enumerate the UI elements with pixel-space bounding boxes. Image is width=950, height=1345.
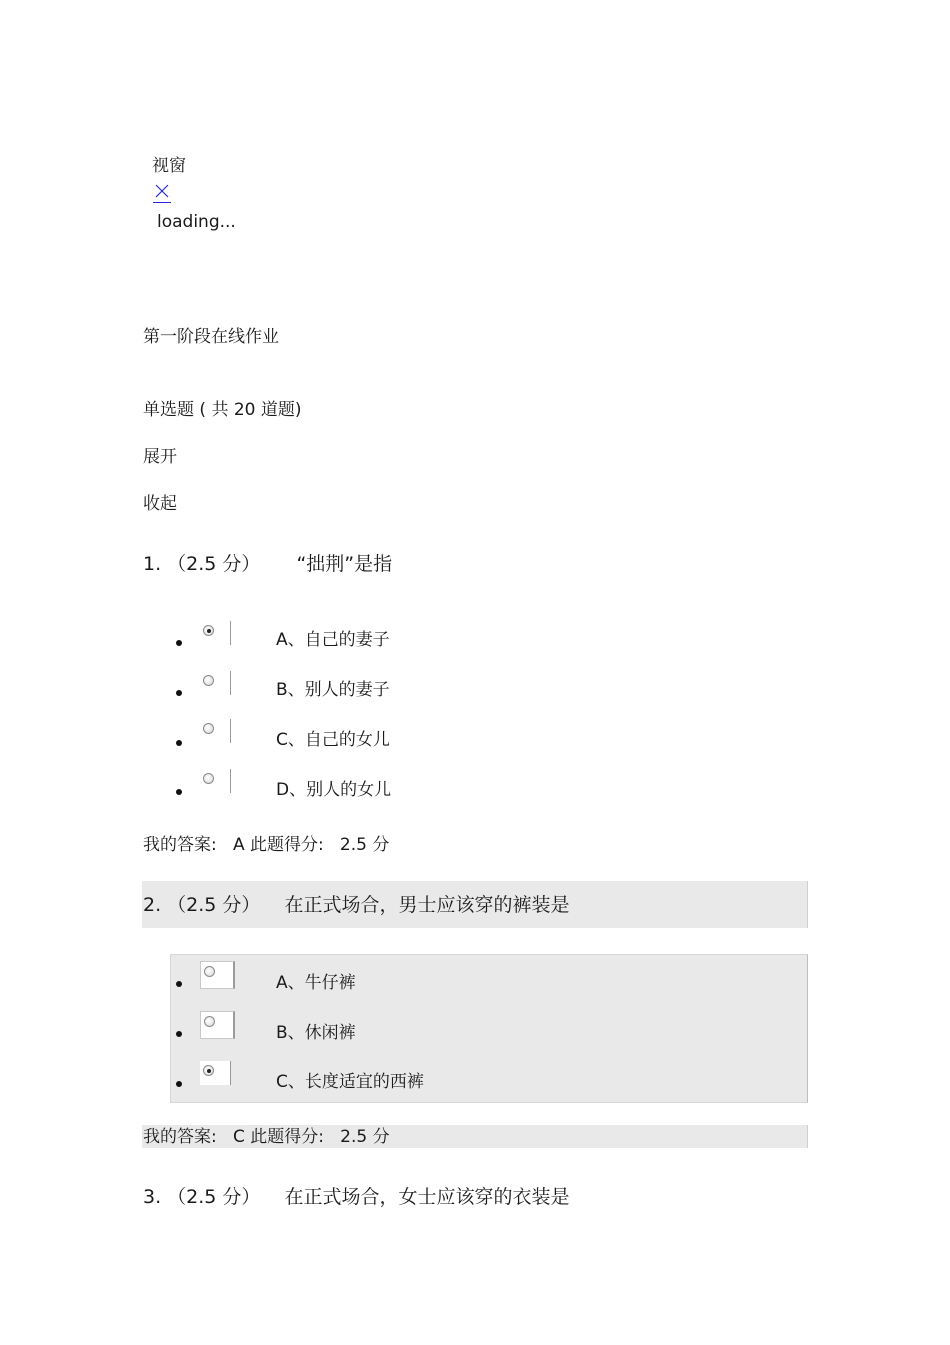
list-item — [0, 719, 640, 750]
close-icon — [154, 183, 170, 199]
question-1-header — [143, 552, 392, 576]
option-label: A、自己的妻子 — [276, 630, 390, 650]
radio-frame-edge — [230, 1061, 231, 1085]
radio-option-2b[interactable] — [200, 1011, 235, 1039]
option-label: A、牛仔裤 — [276, 973, 356, 993]
option-label: C、自己的女儿 — [276, 730, 390, 750]
list-item — [0, 671, 640, 700]
radio-icon — [203, 675, 214, 686]
list-item — [0, 621, 640, 650]
question-1-text: “拙荆”是指 — [296, 553, 393, 575]
radio-frame-edge — [230, 719, 231, 743]
radio-frame-edge — [230, 621, 231, 645]
radio-option-1c[interactable] — [200, 719, 230, 743]
bullet — [176, 690, 182, 696]
bullet — [176, 789, 182, 795]
list-item — [0, 1013, 640, 1043]
answer-line-1: 我的答案: A 此题得分: 2.5 分 — [143, 835, 390, 855]
question-2-text: 在正式场合，男士应该穿的裤装是 — [284, 894, 570, 916]
radio-checked-icon — [203, 625, 214, 636]
close-button[interactable] — [153, 180, 171, 203]
radio-icon — [204, 1016, 215, 1027]
radio-option-1d[interactable] — [200, 769, 230, 793]
bullet — [176, 640, 182, 646]
radio-icon — [204, 966, 215, 977]
radio-option-2a[interactable] — [200, 961, 235, 989]
radio-option-2c[interactable] — [200, 1061, 230, 1085]
list-item — [0, 769, 640, 800]
section-label: 单选题 ( 共 20 道题) — [143, 400, 302, 420]
question-1-number: 1. （2.5 分） — [143, 553, 261, 575]
bullet — [176, 740, 182, 746]
radio-checked-icon — [203, 1065, 214, 1076]
radio-icon — [203, 723, 214, 734]
bullet — [176, 1031, 182, 1037]
question-2-header — [143, 893, 569, 917]
answer-line-2: 我的答案: C 此题得分: 2.5 分 — [143, 1127, 390, 1147]
window-title: 视窗 — [152, 156, 186, 176]
expand-link[interactable]: 展开 — [143, 447, 177, 467]
list-item — [0, 963, 640, 993]
radio-frame-edge — [230, 769, 231, 793]
radio-icon — [203, 773, 214, 784]
radio-frame-edge — [230, 671, 231, 695]
collapse-link[interactable]: 收起 — [143, 494, 177, 514]
option-label: C、长度适宜的西裤 — [276, 1072, 424, 1092]
option-label: B、别人的妻子 — [276, 680, 390, 700]
option-label: D、别人的女儿 — [276, 780, 392, 800]
question-3-header — [143, 1185, 569, 1209]
radio-option-1a[interactable] — [200, 621, 230, 645]
list-item — [0, 1061, 640, 1092]
page-title: 第一阶段在线作业 — [143, 327, 279, 347]
bullet — [176, 981, 182, 987]
bullet — [176, 1081, 182, 1087]
loading-text: loading... — [157, 212, 236, 232]
question-3-text: 在正式场合，女士应该穿的衣装是 — [284, 1186, 570, 1208]
option-label: B、休闲裤 — [276, 1023, 356, 1043]
question-2-number: 2. （2.5 分） — [143, 894, 261, 916]
radio-option-1b[interactable] — [200, 671, 230, 695]
question-3-number: 3. （2.5 分） — [143, 1186, 261, 1208]
